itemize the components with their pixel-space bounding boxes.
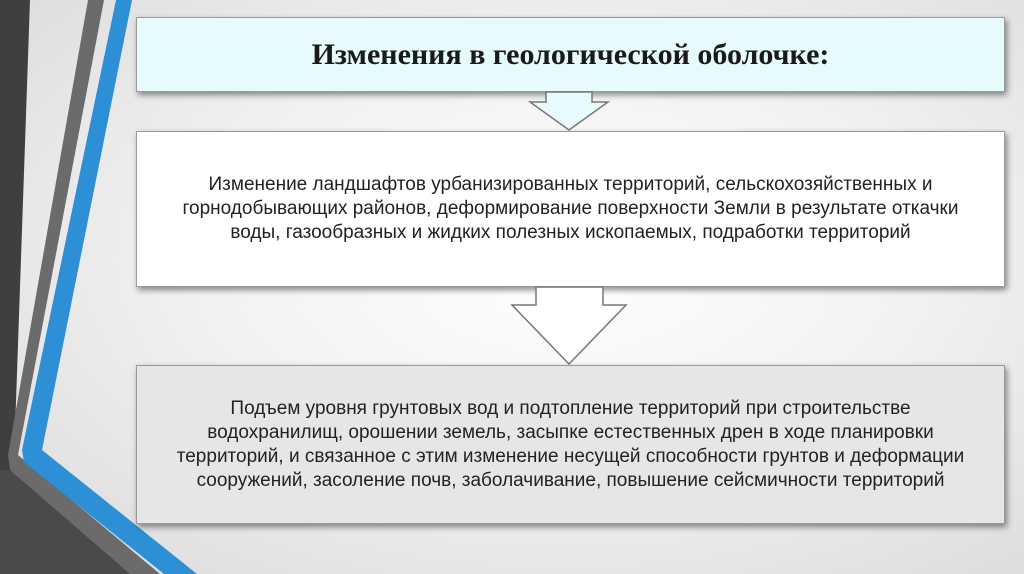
landscape-change-box <box>136 131 1005 287</box>
groundwater-change-box <box>136 365 1005 524</box>
diagram-title: Изменения в геологической оболочке: <box>311 37 830 71</box>
title-box <box>136 17 1005 92</box>
landscape-change-text: Изменение ландшафтов урбанизированных территорий, сельскохозяйственных и горнодобывающих районов, деформирование поверхности Земли в результате откачки воды, газообразных и жидких полезных ископаемых, подработки территорий <box>182 174 959 243</box>
groundwater-change-text: Подъем уровня грунтовых вод и подтопление территорий при строительстве водохранилищ, орошении земель, засыпке естественных дрен в ходе планировки территорий, и связанное с этим изменение несущей способности грунтов и деформации сооружений, засоление почв, заболачивание, повышение сейсмичности территорий <box>176 397 965 491</box>
